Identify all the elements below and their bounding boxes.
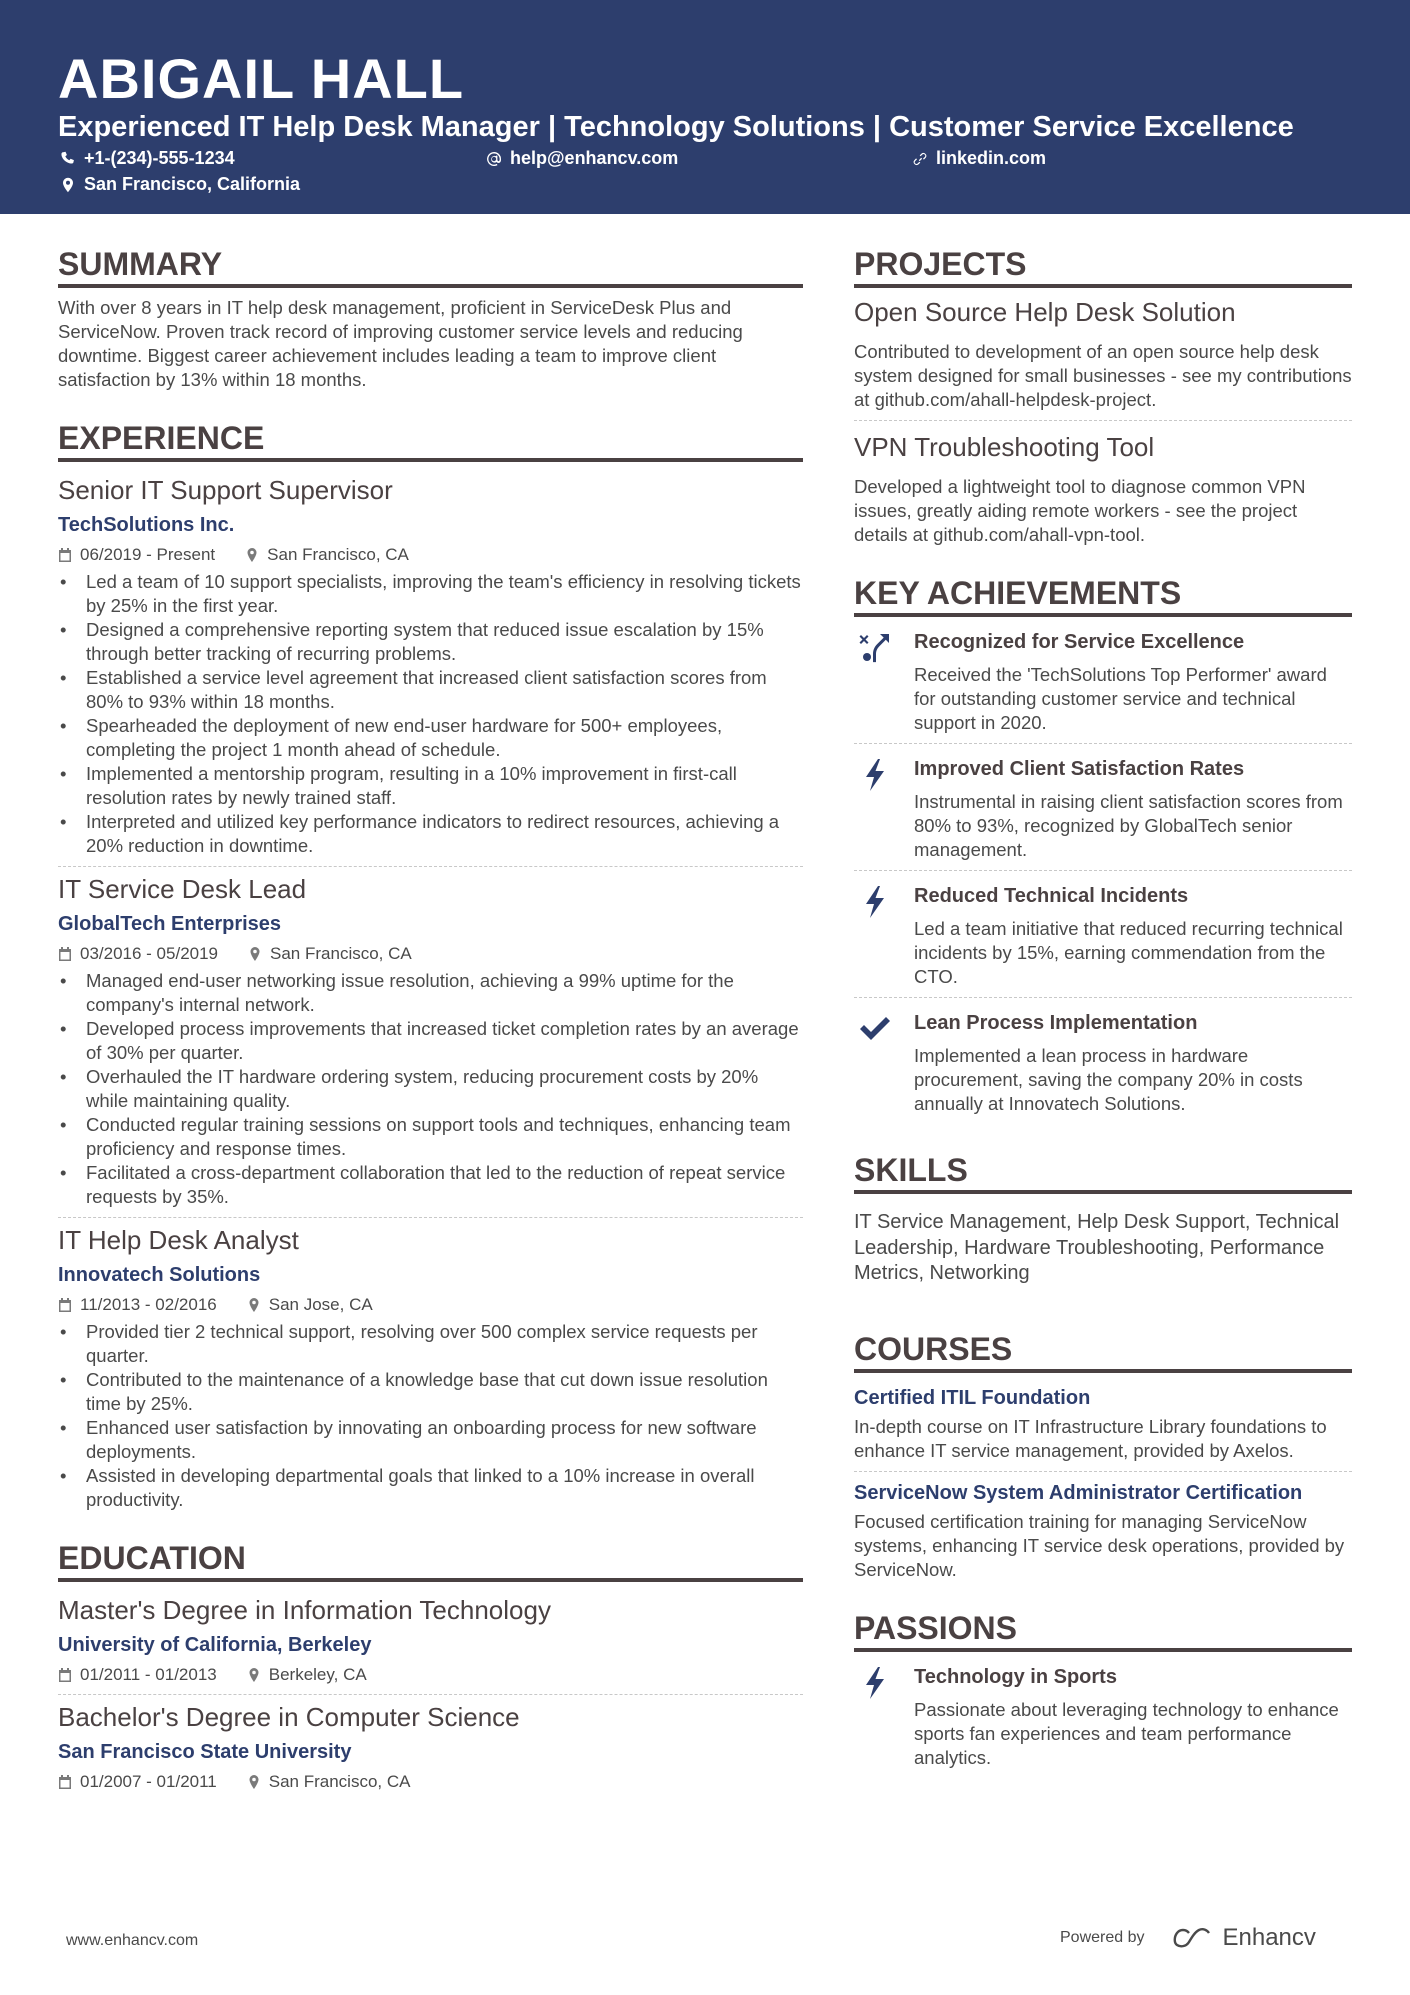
skills-heading: SKILLS (854, 1150, 1352, 1194)
list-item: • Established a service level agreement that increased client satisfaction scores from 80% to 93% within 18 months. (58, 666, 803, 714)
job-meta (58, 1294, 803, 1316)
job-bullets (58, 1320, 803, 1512)
company-name: GlobalTech Enterprises (58, 913, 282, 935)
phone-text: +1-(234)-555-1234 (84, 148, 235, 168)
link-text: linkedin.com (936, 148, 1047, 168)
list-item: • Designed a comprehensive reporting system that reduced issue escalation by 15% through better tracking of recurring problems. (58, 618, 803, 666)
degree-title: Master's Degree in Information Technology (58, 1595, 551, 1625)
lightning-icon (858, 1666, 892, 1700)
education-dates: 01/2011 - 01/2013 (80, 1665, 217, 1684)
divider (58, 1694, 803, 1695)
education-item (58, 1594, 803, 1695)
education-meta (58, 1664, 803, 1686)
achievement-item (854, 998, 1352, 1124)
project-description: Developed a lightweight tool to diagnose common VPN issues, greatly aiding remote workers - see the project details at github.com/ahall-vpn-tool. (854, 476, 1306, 545)
project-description: Contributed to development of an open source help desk system designed for small businesses - see my contributions at github.com/ahall-helpdesk-project. (854, 341, 1352, 410)
contact-location (60, 174, 300, 195)
footer-branding (1060, 1924, 1316, 1952)
link-icon (912, 151, 928, 167)
location-pin-icon (248, 947, 262, 961)
list-item: • Led a team of 10 support specialists, improving the team's efficiency in resolving tickets by 25% in the first year. (58, 570, 803, 618)
calendar-icon (58, 1668, 72, 1682)
achievement-description: Led a team initiative that reduced recurring technical incidents by 15%, earning commendation from the CTO. (914, 918, 1343, 987)
course-title: Certified ITIL Foundation (854, 1386, 1091, 1409)
list-item: • Enhanced user satisfaction by innovating an onboarding process for new software deployments. (58, 1416, 803, 1464)
project-item (854, 431, 1352, 547)
degree-title: Bachelor's Degree in Computer Science (58, 1702, 520, 1732)
passion-description: Passionate about leveraging technology to enhance sports fan experiences and team performance analytics. (914, 1698, 1339, 1768)
education-dates: 01/2007 - 01/2011 (80, 1772, 217, 1791)
list-item: • Assisted in developing departmental goals that linked to a 10% increase in overall productivity. (58, 1464, 803, 1512)
location-text: San Francisco, California (84, 174, 301, 194)
location-pin-icon (247, 1298, 261, 1312)
achievement-description: Implemented a lean process in hardware procurement, saving the company 20% in costs annually at Innovatech Solutions. (914, 1045, 1303, 1114)
list-item: • Contributed to the maintenance of a knowledge base that cut down issue resolution time by 25%. (58, 1368, 803, 1416)
contact-email[interactable] (486, 148, 678, 169)
job-title: Senior IT Support Supervisor (58, 475, 393, 505)
job-bullets (58, 969, 803, 1209)
job-bullets (58, 570, 803, 858)
achievement-item (854, 871, 1352, 997)
contact-link[interactable] (912, 148, 1046, 169)
divider (854, 420, 1352, 421)
list-item: • Implemented a mentorship program, resulting in a 10% improvement in first-call resolution rates by newly trained staff. (58, 762, 803, 810)
location-pin-icon (60, 177, 76, 193)
job-meta (58, 544, 803, 566)
list-item: • Overhauled the IT hardware ordering system, reducing procurement costs by 20% while maintaining quality. (58, 1065, 803, 1113)
education-heading: EDUCATION (58, 1538, 803, 1582)
course-description: Focused certification training for managing ServiceNow systems, enhancing IT service desk operations, provided by ServiceNow. (854, 1510, 1345, 1580)
job-dates: 03/2016 - 05/2019 (80, 944, 219, 963)
email-text: help@enhancv.com (510, 148, 679, 168)
school-name: San Francisco State University (58, 1741, 352, 1763)
contact-phone[interactable] (60, 148, 235, 169)
job-location: San Francisco, CA (267, 545, 409, 564)
passion-title: Technology in Sports (914, 1665, 1117, 1688)
calendar-icon (58, 1298, 72, 1312)
list-item: • Spearheaded the deployment of new end-user hardware for 500+ employees, completing the project 1 month ahead of schedule. (58, 714, 803, 762)
calendar-icon (58, 548, 72, 562)
education-location: San Francisco, CA (268, 1772, 411, 1791)
at-icon (486, 151, 502, 167)
job-dates: 11/2013 - 02/2016 (80, 1295, 217, 1314)
experience-item (58, 1224, 803, 1512)
achievement-item (854, 744, 1352, 870)
list-item: • Conducted regular training sessions on support tools and techniques, enhancing team proficiency and response times. (58, 1113, 803, 1161)
school-name: University of California, Berkeley (58, 1634, 372, 1656)
location-pin-icon (247, 1668, 261, 1682)
experience-item (58, 474, 803, 867)
company-name: Innovatech Solutions (58, 1264, 261, 1286)
list-item: • Managed end-user networking issue resolution, achieving a 99% uptime for the company's internal network. (58, 969, 803, 1017)
location-pin-icon (245, 548, 259, 562)
experience-item (58, 873, 803, 1218)
list-item: • Facilitated a cross-department collaboration that led to the reduction of repeat service requests by 35%. (58, 1161, 803, 1209)
list-item: • Interpreted and utilized key performance indicators to redirect resources, achieving a 20% reduction in downtime. (58, 810, 803, 858)
course-description: In-depth course on IT Infrastructure Library foundations to enhance IT service management, provided by Axelos. (854, 1415, 1327, 1461)
achievement-description: Instrumental in raising client satisfaction scores from 80% to 93%, recognized by GlobalTech senior management. (914, 791, 1343, 860)
location-pin-icon (247, 1775, 261, 1789)
powered-by-label: Powered by (1060, 1929, 1145, 1946)
calendar-icon (58, 1775, 72, 1789)
job-location: San Francisco, CA (270, 944, 412, 963)
course-title: ServiceNow System Administrator Certification (854, 1481, 1303, 1504)
brand-logo[interactable] (1169, 1924, 1316, 1952)
candidate-name: ABIGAIL HALL (58, 47, 465, 110)
course-item (854, 1480, 1352, 1582)
lightning-icon (858, 758, 892, 792)
candidate-headline: Experienced IT Help Desk Manager | Technology Solutions | Customer Service Excellence (58, 111, 1294, 143)
achievement-item (854, 617, 1352, 743)
courses-heading: COURSES (854, 1329, 1352, 1373)
experience-heading: EXPERIENCE (58, 418, 803, 462)
phone-icon (60, 151, 76, 167)
job-location: San Jose, CA (268, 1295, 373, 1314)
achievement-title: Lean Process Implementation (914, 1012, 1198, 1034)
passion-item (854, 1652, 1352, 1778)
achievement-title: Reduced Technical Incidents (914, 885, 1189, 907)
education-meta (58, 1771, 803, 1793)
enhancv-logo-icon (1169, 1926, 1215, 1950)
job-title: IT Help Desk Analyst (58, 1225, 299, 1255)
job-title: IT Service Desk Lead (58, 874, 307, 904)
achievement-title: Recognized for Service Excellence (914, 631, 1245, 653)
skills-text: IT Service Management, Help Desk Support, Technical Leadership, Hardware Troubleshooting, Performance Metrics, Networking (854, 1211, 1340, 1284)
divider (58, 866, 803, 867)
resume-header (0, 0, 1410, 214)
checkmark-icon (858, 1012, 892, 1046)
education-location: Berkeley, CA (268, 1665, 367, 1684)
company-name: TechSolutions Inc. (58, 514, 235, 536)
divider (854, 1471, 1352, 1472)
job-dates: 06/2019 - Present (80, 545, 216, 564)
project-item (854, 296, 1352, 421)
brand-name: Enhancv (1222, 1924, 1316, 1951)
passions-heading: PASSIONS (854, 1608, 1352, 1652)
summary-text: With over 8 years in IT help desk management, proficient in ServiceDesk Plus and ServiceNow. Proven track record of improving customer service levels and reducing downtime. Biggest career achievement includes leading a team to improve client satisfaction by 13% within 18 months. (58, 297, 743, 390)
education-item (58, 1701, 803, 1793)
project-title: VPN Troubleshooting Tool (854, 432, 1155, 462)
left-column (58, 244, 803, 1793)
divider (58, 1217, 803, 1218)
footer-website[interactable]: www.enhancv.com (66, 1932, 199, 1949)
list-item: • Developed process improvements that increased ticket completion rates by an average of 30% per quarter. (58, 1017, 803, 1065)
achievement-description: Received the 'TechSolutions Top Performer' award for outstanding customer service and technical support in 2020. (914, 664, 1327, 733)
calendar-icon (58, 947, 72, 961)
right-column (854, 244, 1352, 1778)
projects-heading: PROJECTS (854, 244, 1352, 288)
job-meta (58, 943, 803, 965)
project-title: Open Source Help Desk Solution (854, 297, 1236, 327)
lightning-icon (858, 885, 892, 919)
summary-heading: SUMMARY (58, 244, 803, 288)
strategy-icon (858, 631, 892, 665)
achievements-heading: KEY ACHIEVEMENTS (854, 573, 1352, 617)
course-item (854, 1385, 1352, 1472)
list-item: • Provided tier 2 technical support, resolving over 500 complex service requests per quarter. (58, 1320, 803, 1368)
achievement-title: Improved Client Satisfaction Rates (914, 758, 1245, 780)
